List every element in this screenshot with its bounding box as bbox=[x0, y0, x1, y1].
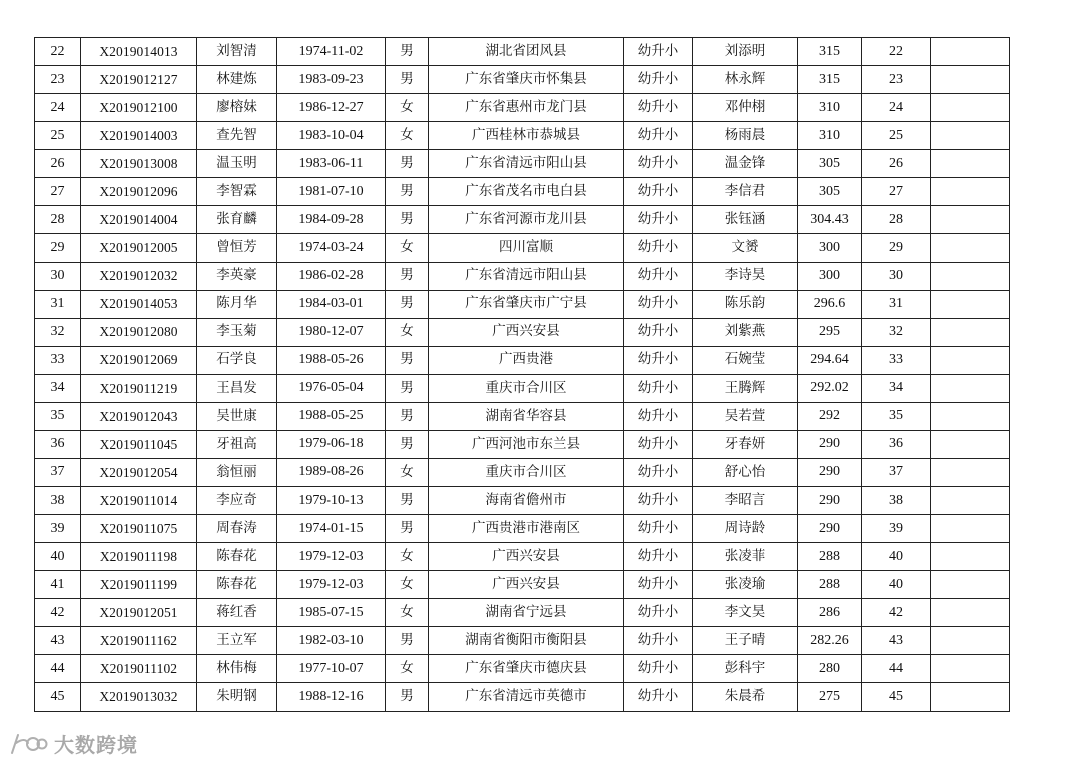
cell-note bbox=[931, 66, 1010, 94]
cell-id: X2019011014 bbox=[81, 487, 197, 515]
cell-rank: 33 bbox=[862, 346, 931, 374]
cell-rank: 27 bbox=[862, 178, 931, 206]
cell-gender: 女 bbox=[386, 318, 429, 346]
cell-rank: 24 bbox=[862, 94, 931, 122]
cell-num: 35 bbox=[35, 402, 81, 430]
cell-name: 李玉菊 bbox=[197, 318, 277, 346]
cell-note bbox=[931, 655, 1010, 683]
cell-id: X2019014004 bbox=[81, 206, 197, 234]
cell-gender: 男 bbox=[386, 262, 429, 290]
cell-num: 38 bbox=[35, 487, 81, 515]
cell-child: 彭科宇 bbox=[693, 655, 798, 683]
cell-name: 王立军 bbox=[197, 627, 277, 655]
table-row bbox=[35, 655, 1010, 683]
cell-date: 1979-06-18 bbox=[277, 430, 386, 458]
table-row bbox=[35, 543, 1010, 571]
cell-id: X2019014003 bbox=[81, 122, 197, 150]
cell-origin: 湖北省团风县 bbox=[429, 38, 624, 66]
table-row bbox=[35, 487, 1010, 515]
table-row bbox=[35, 234, 1010, 262]
cell-id: X2019012032 bbox=[81, 262, 197, 290]
cell-num: 43 bbox=[35, 627, 81, 655]
cell-id: X2019012080 bbox=[81, 318, 197, 346]
roster-sheet bbox=[34, 37, 1009, 712]
cell-rank: 34 bbox=[862, 374, 931, 402]
cell-rank: 30 bbox=[862, 262, 931, 290]
cell-child: 周诗龄 bbox=[693, 515, 798, 543]
cell-origin: 广东省茂名市电白县 bbox=[429, 178, 624, 206]
cell-origin: 广西桂林市恭城县 bbox=[429, 122, 624, 150]
cell-name: 李应奇 bbox=[197, 487, 277, 515]
cell-rank: 36 bbox=[862, 430, 931, 458]
table-row bbox=[35, 122, 1010, 150]
cell-num: 24 bbox=[35, 94, 81, 122]
cell-grade: 幼升小 bbox=[624, 234, 693, 262]
cell-name: 周春涛 bbox=[197, 515, 277, 543]
cell-rank: 28 bbox=[862, 206, 931, 234]
cell-date: 1979-12-03 bbox=[277, 571, 386, 599]
cell-num: 40 bbox=[35, 543, 81, 571]
table-row bbox=[35, 150, 1010, 178]
cell-gender: 男 bbox=[386, 178, 429, 206]
cell-rank: 37 bbox=[862, 458, 931, 486]
cell-note bbox=[931, 543, 1010, 571]
table-row bbox=[35, 206, 1010, 234]
roster-table bbox=[34, 37, 1010, 712]
cell-rank: 40 bbox=[862, 571, 931, 599]
cell-score: 275 bbox=[798, 683, 862, 711]
cell-score: 282.26 bbox=[798, 627, 862, 655]
table-row bbox=[35, 515, 1010, 543]
cell-num: 33 bbox=[35, 346, 81, 374]
cell-num: 41 bbox=[35, 571, 81, 599]
cell-grade: 幼升小 bbox=[624, 683, 693, 711]
cell-origin: 广东省肇庆市广宁县 bbox=[429, 290, 624, 318]
cell-score: 295 bbox=[798, 318, 862, 346]
cell-date: 1979-12-03 bbox=[277, 543, 386, 571]
cell-grade: 幼升小 bbox=[624, 150, 693, 178]
cell-rank: 29 bbox=[862, 234, 931, 262]
table-row bbox=[35, 374, 1010, 402]
cell-note bbox=[931, 571, 1010, 599]
cell-child: 张凌瑜 bbox=[693, 571, 798, 599]
cell-origin: 四川富顺 bbox=[429, 234, 624, 262]
cell-child: 舒心怡 bbox=[693, 458, 798, 486]
cell-num: 27 bbox=[35, 178, 81, 206]
table-row bbox=[35, 683, 1010, 711]
cell-num: 39 bbox=[35, 515, 81, 543]
cell-origin: 重庆市合川区 bbox=[429, 374, 624, 402]
cell-note bbox=[931, 150, 1010, 178]
cell-grade: 幼升小 bbox=[624, 262, 693, 290]
cell-date: 1984-09-28 bbox=[277, 206, 386, 234]
cell-gender: 男 bbox=[386, 402, 429, 430]
cell-gender: 女 bbox=[386, 94, 429, 122]
cell-grade: 幼升小 bbox=[624, 122, 693, 150]
cell-num: 25 bbox=[35, 122, 81, 150]
cell-score: 304.43 bbox=[798, 206, 862, 234]
cell-date: 1984-03-01 bbox=[277, 290, 386, 318]
cell-rank: 31 bbox=[862, 290, 931, 318]
cell-id: X2019013032 bbox=[81, 683, 197, 711]
cell-origin: 湖南省华容县 bbox=[429, 402, 624, 430]
table-row bbox=[35, 599, 1010, 627]
cell-origin: 广东省河源市龙川县 bbox=[429, 206, 624, 234]
cell-origin: 广西河池市东兰县 bbox=[429, 430, 624, 458]
cell-score: 290 bbox=[798, 458, 862, 486]
cell-id: X2019012051 bbox=[81, 599, 197, 627]
cell-rank: 39 bbox=[862, 515, 931, 543]
table-row bbox=[35, 346, 1010, 374]
cell-note bbox=[931, 290, 1010, 318]
table-row bbox=[35, 318, 1010, 346]
cell-origin: 广东省惠州市龙门县 bbox=[429, 94, 624, 122]
cell-score: 292 bbox=[798, 402, 862, 430]
cell-note bbox=[931, 374, 1010, 402]
cell-rank: 23 bbox=[862, 66, 931, 94]
cell-name: 刘智清 bbox=[197, 38, 277, 66]
table-row bbox=[35, 38, 1010, 66]
cell-note bbox=[931, 683, 1010, 711]
cell-num: 44 bbox=[35, 655, 81, 683]
cell-name: 李英豪 bbox=[197, 262, 277, 290]
cell-gender: 女 bbox=[386, 122, 429, 150]
cell-rank: 45 bbox=[862, 683, 931, 711]
cell-date: 1985-07-15 bbox=[277, 599, 386, 627]
cell-id: X2019011198 bbox=[81, 543, 197, 571]
cell-grade: 幼升小 bbox=[624, 599, 693, 627]
cell-num: 45 bbox=[35, 683, 81, 711]
cell-note bbox=[931, 430, 1010, 458]
watermark-text: 大数跨境 bbox=[54, 732, 138, 757]
cell-date: 1974-01-15 bbox=[277, 515, 386, 543]
cell-date: 1980-12-07 bbox=[277, 318, 386, 346]
cell-score: 294.64 bbox=[798, 346, 862, 374]
cell-date: 1983-09-23 bbox=[277, 66, 386, 94]
cell-gender: 男 bbox=[386, 150, 429, 178]
cell-grade: 幼升小 bbox=[624, 206, 693, 234]
cell-rank: 40 bbox=[862, 543, 931, 571]
cell-score: 315 bbox=[798, 38, 862, 66]
cell-child: 张钰涵 bbox=[693, 206, 798, 234]
table-row bbox=[35, 94, 1010, 122]
cell-score: 315 bbox=[798, 66, 862, 94]
cell-note bbox=[931, 206, 1010, 234]
cell-score: 296.6 bbox=[798, 290, 862, 318]
brand-logo-icon bbox=[8, 729, 48, 757]
cell-id: X2019012069 bbox=[81, 346, 197, 374]
cell-child: 李信君 bbox=[693, 178, 798, 206]
cell-name: 林伟梅 bbox=[197, 655, 277, 683]
cell-score: 300 bbox=[798, 262, 862, 290]
cell-id: X2019011162 bbox=[81, 627, 197, 655]
cell-origin: 广东省清远市阳山县 bbox=[429, 262, 624, 290]
cell-grade: 幼升小 bbox=[624, 94, 693, 122]
cell-date: 1983-06-11 bbox=[277, 150, 386, 178]
cell-note bbox=[931, 402, 1010, 430]
cell-origin: 广东省清远市阳山县 bbox=[429, 150, 624, 178]
cell-num: 34 bbox=[35, 374, 81, 402]
cell-child: 王腾辉 bbox=[693, 374, 798, 402]
cell-score: 288 bbox=[798, 543, 862, 571]
cell-id: X2019014013 bbox=[81, 38, 197, 66]
cell-note bbox=[931, 38, 1010, 66]
table-row bbox=[35, 402, 1010, 430]
cell-origin: 广西兴安县 bbox=[429, 571, 624, 599]
cell-origin: 湖南省宁远县 bbox=[429, 599, 624, 627]
cell-num: 23 bbox=[35, 66, 81, 94]
cell-id: X2019014053 bbox=[81, 290, 197, 318]
cell-child: 邓仲栩 bbox=[693, 94, 798, 122]
cell-rank: 42 bbox=[862, 599, 931, 627]
cell-grade: 幼升小 bbox=[624, 655, 693, 683]
cell-id: X2019012005 bbox=[81, 234, 197, 262]
table-row bbox=[35, 290, 1010, 318]
cell-id: X2019012054 bbox=[81, 458, 197, 486]
cell-origin: 广东省肇庆市怀集县 bbox=[429, 66, 624, 94]
cell-name: 牙祖高 bbox=[197, 430, 277, 458]
cell-date: 1977-10-07 bbox=[277, 655, 386, 683]
cell-name: 朱明钢 bbox=[197, 683, 277, 711]
cell-name: 廖榕妹 bbox=[197, 94, 277, 122]
cell-note bbox=[931, 94, 1010, 122]
cell-num: 31 bbox=[35, 290, 81, 318]
cell-gender: 女 bbox=[386, 543, 429, 571]
cell-child: 文赟 bbox=[693, 234, 798, 262]
table-row bbox=[35, 430, 1010, 458]
cell-rank: 26 bbox=[862, 150, 931, 178]
cell-score: 292.02 bbox=[798, 374, 862, 402]
cell-id: X2019012043 bbox=[81, 402, 197, 430]
cell-id: X2019012100 bbox=[81, 94, 197, 122]
cell-child: 牙春妍 bbox=[693, 430, 798, 458]
cell-score: 290 bbox=[798, 430, 862, 458]
cell-name: 李智霖 bbox=[197, 178, 277, 206]
cell-id: X2019011102 bbox=[81, 655, 197, 683]
cell-origin: 广西贵港市港南区 bbox=[429, 515, 624, 543]
cell-gender: 女 bbox=[386, 655, 429, 683]
cell-name: 曾恒芳 bbox=[197, 234, 277, 262]
cell-grade: 幼升小 bbox=[624, 543, 693, 571]
cell-grade: 幼升小 bbox=[624, 318, 693, 346]
cell-origin: 广西贵港 bbox=[429, 346, 624, 374]
cell-id: X2019011075 bbox=[81, 515, 197, 543]
table-row bbox=[35, 627, 1010, 655]
cell-note bbox=[931, 599, 1010, 627]
cell-name: 陈月华 bbox=[197, 290, 277, 318]
cell-id: X2019012096 bbox=[81, 178, 197, 206]
cell-num: 36 bbox=[35, 430, 81, 458]
cell-score: 310 bbox=[798, 122, 862, 150]
cell-child: 王子晴 bbox=[693, 627, 798, 655]
cell-note bbox=[931, 515, 1010, 543]
cell-note bbox=[931, 178, 1010, 206]
cell-grade: 幼升小 bbox=[624, 402, 693, 430]
cell-num: 30 bbox=[35, 262, 81, 290]
cell-name: 翁恒丽 bbox=[197, 458, 277, 486]
roster-table-body bbox=[35, 38, 1010, 712]
cell-rank: 38 bbox=[862, 487, 931, 515]
cell-rank: 22 bbox=[862, 38, 931, 66]
cell-gender: 男 bbox=[386, 206, 429, 234]
cell-grade: 幼升小 bbox=[624, 374, 693, 402]
cell-grade: 幼升小 bbox=[624, 515, 693, 543]
cell-rank: 32 bbox=[862, 318, 931, 346]
cell-child: 刘添明 bbox=[693, 38, 798, 66]
cell-note bbox=[931, 487, 1010, 515]
cell-grade: 幼升小 bbox=[624, 66, 693, 94]
cell-name: 林建炼 bbox=[197, 66, 277, 94]
cell-date: 1988-12-16 bbox=[277, 683, 386, 711]
cell-num: 32 bbox=[35, 318, 81, 346]
cell-child: 吴若萱 bbox=[693, 402, 798, 430]
table-row bbox=[35, 571, 1010, 599]
cell-date: 1982-03-10 bbox=[277, 627, 386, 655]
table-row bbox=[35, 66, 1010, 94]
cell-child: 石婉莹 bbox=[693, 346, 798, 374]
cell-grade: 幼升小 bbox=[624, 627, 693, 655]
cell-origin: 广东省清远市英德市 bbox=[429, 683, 624, 711]
cell-rank: 25 bbox=[862, 122, 931, 150]
cell-date: 1988-05-26 bbox=[277, 346, 386, 374]
cell-rank: 35 bbox=[862, 402, 931, 430]
cell-score: 290 bbox=[798, 515, 862, 543]
cell-num: 22 bbox=[35, 38, 81, 66]
cell-score: 305 bbox=[798, 178, 862, 206]
cell-date: 1983-10-04 bbox=[277, 122, 386, 150]
cell-gender: 女 bbox=[386, 571, 429, 599]
cell-child: 张凌菲 bbox=[693, 543, 798, 571]
cell-origin: 广西兴安县 bbox=[429, 318, 624, 346]
cell-name: 陈春花 bbox=[197, 543, 277, 571]
cell-gender: 女 bbox=[386, 599, 429, 627]
cell-note bbox=[931, 627, 1010, 655]
cell-gender: 男 bbox=[386, 515, 429, 543]
cell-note bbox=[931, 122, 1010, 150]
cell-gender: 男 bbox=[386, 66, 429, 94]
table-row bbox=[35, 458, 1010, 486]
cell-child: 李诗昊 bbox=[693, 262, 798, 290]
cell-grade: 幼升小 bbox=[624, 290, 693, 318]
cell-child: 李昭言 bbox=[693, 487, 798, 515]
cell-origin: 广西兴安县 bbox=[429, 543, 624, 571]
cell-name: 查先智 bbox=[197, 122, 277, 150]
cell-id: X2019012127 bbox=[81, 66, 197, 94]
cell-grade: 幼升小 bbox=[624, 178, 693, 206]
cell-gender: 男 bbox=[386, 627, 429, 655]
cell-name: 蒋红香 bbox=[197, 599, 277, 627]
cell-date: 1981-07-10 bbox=[277, 178, 386, 206]
cell-gender: 男 bbox=[386, 290, 429, 318]
cell-child: 杨雨晨 bbox=[693, 122, 798, 150]
cell-rank: 44 bbox=[862, 655, 931, 683]
cell-gender: 男 bbox=[386, 346, 429, 374]
table-row bbox=[35, 178, 1010, 206]
cell-origin: 湖南省衡阳市衡阳县 bbox=[429, 627, 624, 655]
cell-name: 张育麟 bbox=[197, 206, 277, 234]
cell-child: 温金锋 bbox=[693, 150, 798, 178]
cell-id: X2019011045 bbox=[81, 430, 197, 458]
cell-gender: 男 bbox=[386, 487, 429, 515]
cell-rank: 43 bbox=[862, 627, 931, 655]
cell-date: 1986-12-27 bbox=[277, 94, 386, 122]
cell-grade: 幼升小 bbox=[624, 430, 693, 458]
cell-num: 42 bbox=[35, 599, 81, 627]
cell-grade: 幼升小 bbox=[624, 346, 693, 374]
cell-score: 305 bbox=[798, 150, 862, 178]
cell-num: 28 bbox=[35, 206, 81, 234]
cell-name: 陈春花 bbox=[197, 571, 277, 599]
cell-child: 朱晨希 bbox=[693, 683, 798, 711]
cell-id: X2019011219 bbox=[81, 374, 197, 402]
cell-gender: 男 bbox=[386, 430, 429, 458]
cell-note bbox=[931, 458, 1010, 486]
cell-note bbox=[931, 318, 1010, 346]
cell-grade: 幼升小 bbox=[624, 487, 693, 515]
cell-gender: 男 bbox=[386, 374, 429, 402]
cell-score: 286 bbox=[798, 599, 862, 627]
cell-gender: 男 bbox=[386, 683, 429, 711]
cell-id: X2019011199 bbox=[81, 571, 197, 599]
cell-date: 1974-11-02 bbox=[277, 38, 386, 66]
cell-score: 280 bbox=[798, 655, 862, 683]
cell-note bbox=[931, 234, 1010, 262]
cell-child: 陈乐韵 bbox=[693, 290, 798, 318]
cell-name: 王昌发 bbox=[197, 374, 277, 402]
cell-score: 288 bbox=[798, 571, 862, 599]
cell-date: 1974-03-24 bbox=[277, 234, 386, 262]
cell-gender: 女 bbox=[386, 458, 429, 486]
cell-date: 1979-10-13 bbox=[277, 487, 386, 515]
cell-num: 37 bbox=[35, 458, 81, 486]
cell-name: 温玉明 bbox=[197, 150, 277, 178]
table-row bbox=[35, 262, 1010, 290]
watermark bbox=[8, 727, 138, 759]
cell-note bbox=[931, 346, 1010, 374]
cell-gender: 女 bbox=[386, 234, 429, 262]
cell-child: 李文昊 bbox=[693, 599, 798, 627]
cell-date: 1976-05-04 bbox=[277, 374, 386, 402]
cell-score: 300 bbox=[798, 234, 862, 262]
cell-origin: 重庆市合川区 bbox=[429, 458, 624, 486]
cell-child: 林永辉 bbox=[693, 66, 798, 94]
cell-date: 1988-05-25 bbox=[277, 402, 386, 430]
cell-gender: 男 bbox=[386, 38, 429, 66]
cell-name: 石学良 bbox=[197, 346, 277, 374]
cell-origin: 广东省肇庆市德庆县 bbox=[429, 655, 624, 683]
cell-child: 刘紫燕 bbox=[693, 318, 798, 346]
cell-origin: 海南省儋州市 bbox=[429, 487, 624, 515]
cell-grade: 幼升小 bbox=[624, 38, 693, 66]
cell-score: 290 bbox=[798, 487, 862, 515]
cell-score: 310 bbox=[798, 94, 862, 122]
cell-grade: 幼升小 bbox=[624, 458, 693, 486]
cell-grade: 幼升小 bbox=[624, 571, 693, 599]
cell-date: 1986-02-28 bbox=[277, 262, 386, 290]
cell-num: 29 bbox=[35, 234, 81, 262]
cell-date: 1989-08-26 bbox=[277, 458, 386, 486]
cell-id: X2019013008 bbox=[81, 150, 197, 178]
cell-note bbox=[931, 262, 1010, 290]
cell-name: 吴世康 bbox=[197, 402, 277, 430]
cell-num: 26 bbox=[35, 150, 81, 178]
